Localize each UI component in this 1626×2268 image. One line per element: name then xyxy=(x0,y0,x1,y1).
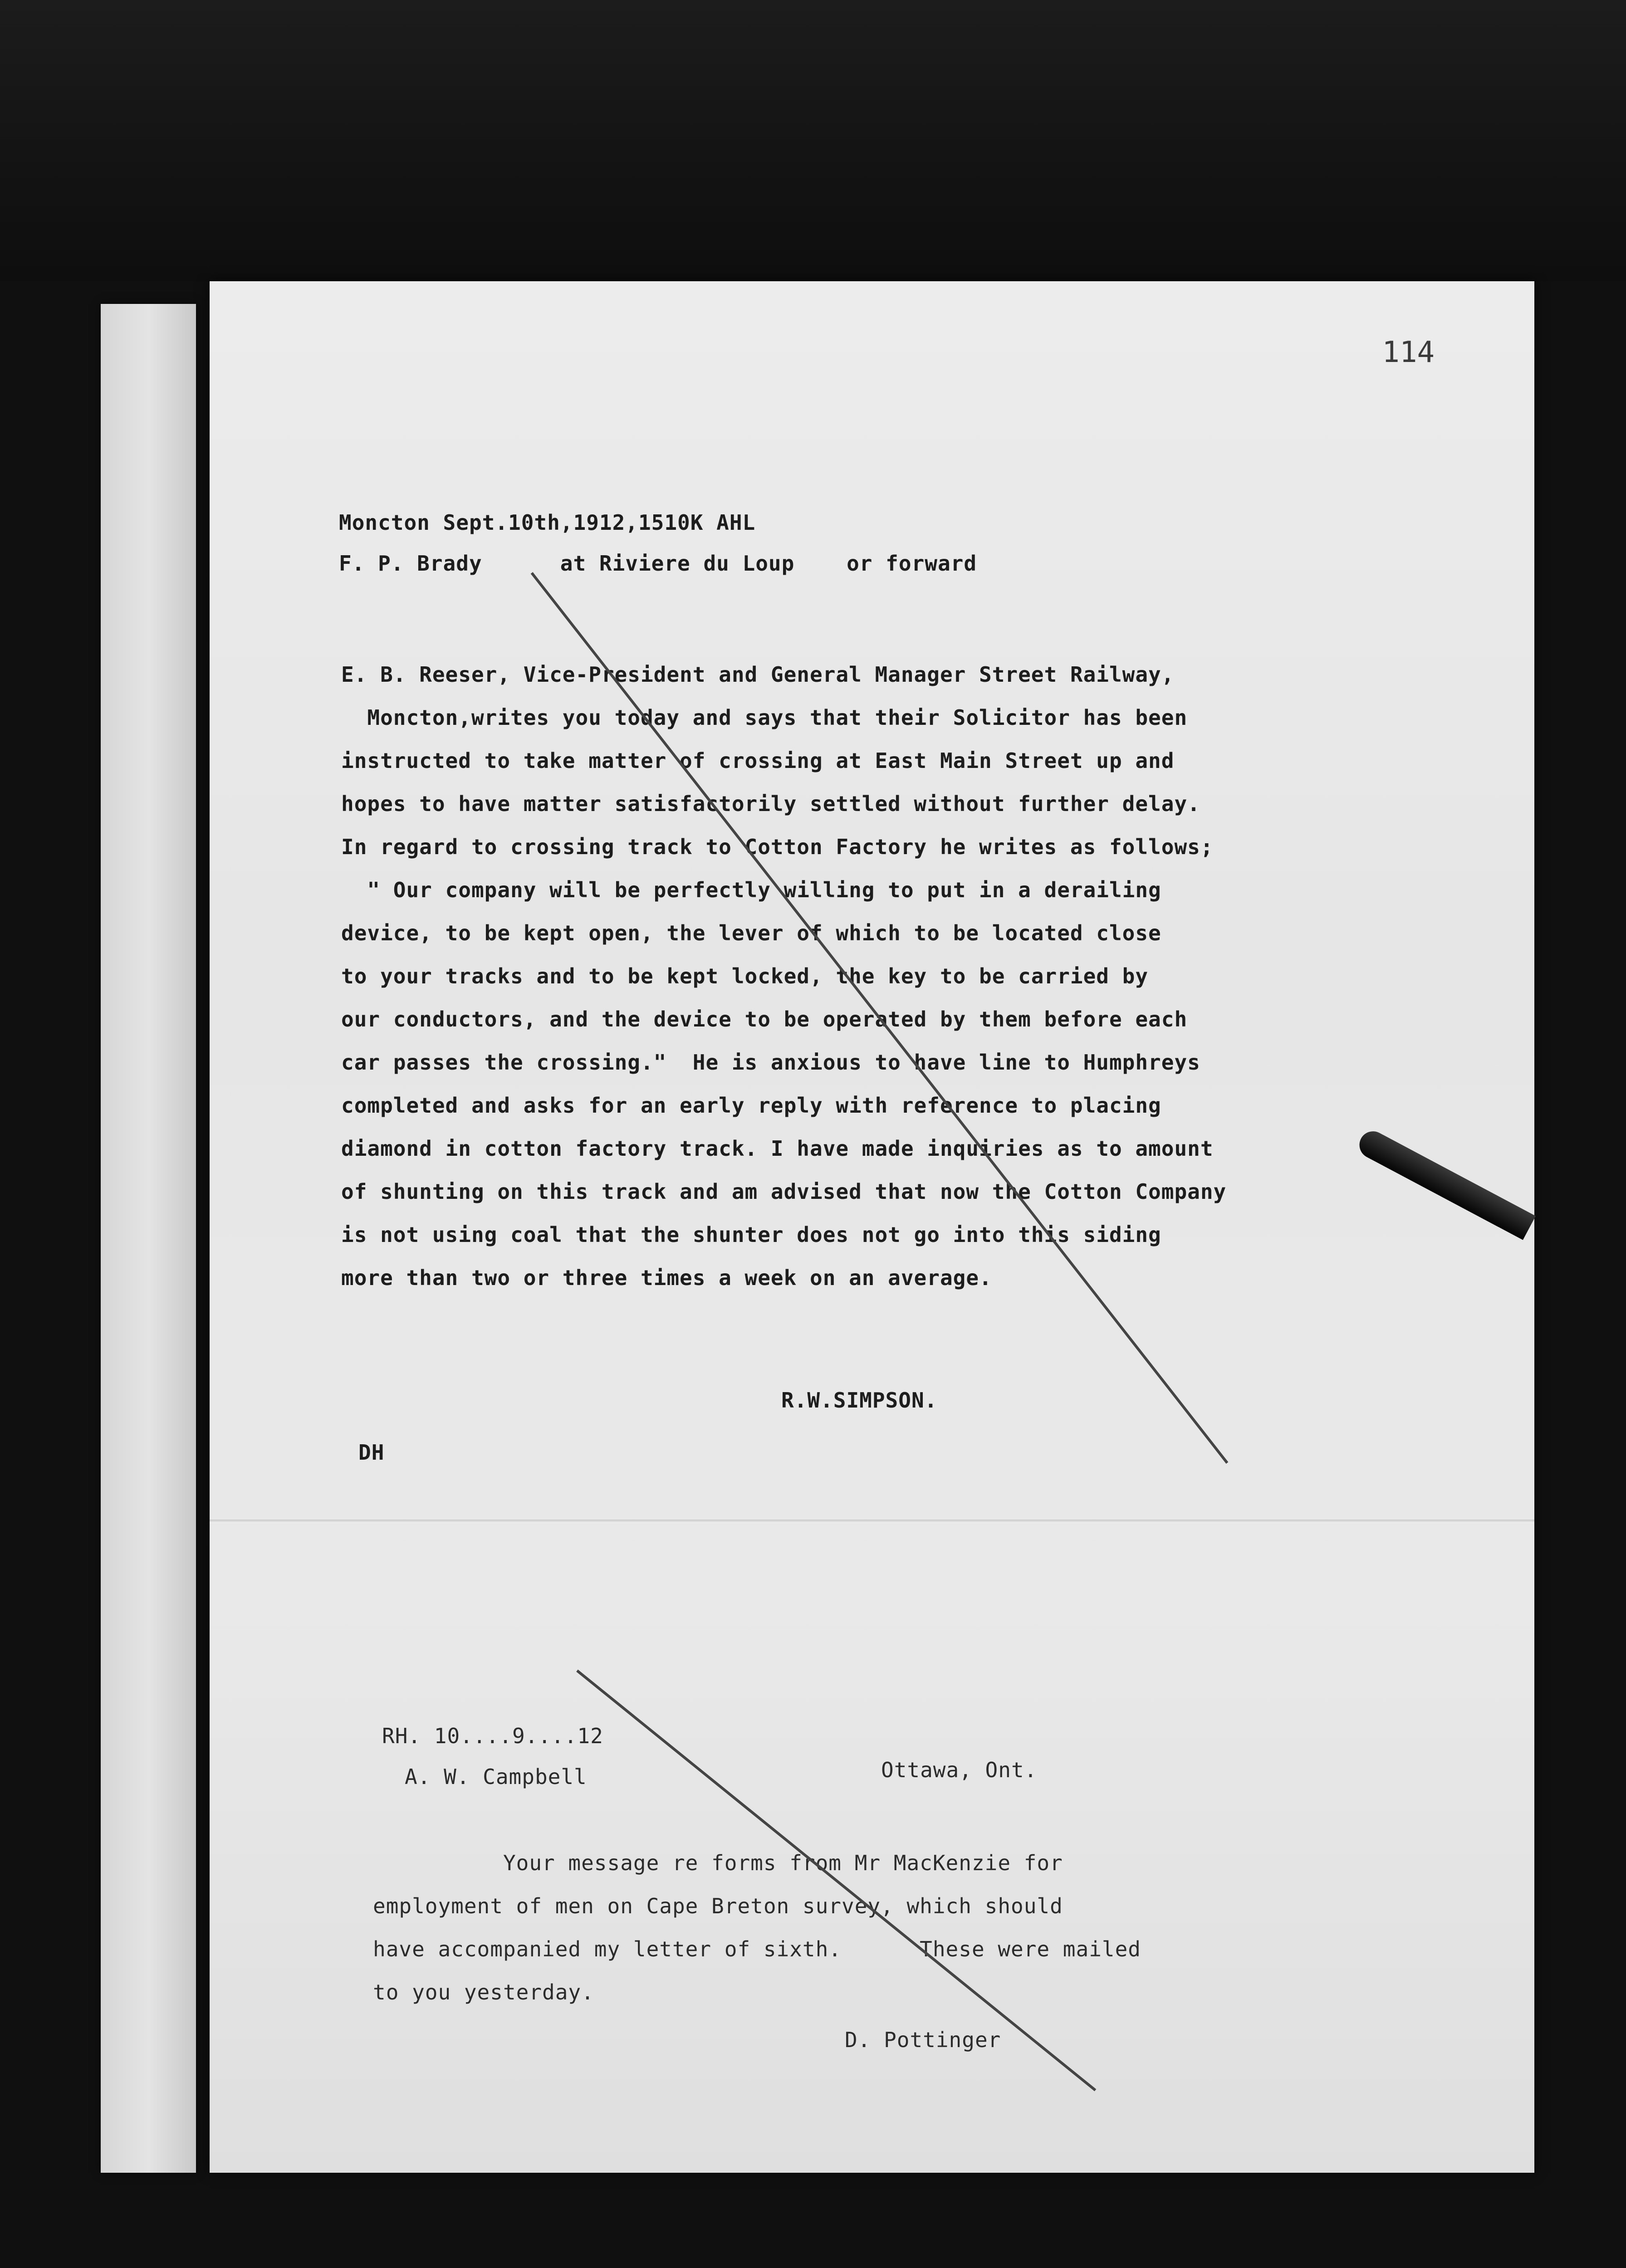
film-frame-top xyxy=(0,0,1626,281)
telegram-1-body-line: instructed to take matter of crossing at East Main Street up and xyxy=(341,748,1175,773)
page-fold-line xyxy=(210,1520,1534,1523)
telegram-1-body-line: is not using coal that the shunter does not go into this siding xyxy=(341,1222,1161,1247)
telegram-1-initials: DH xyxy=(358,1440,385,1465)
telegram-2-to-place: Ottawa, Ont. xyxy=(881,1758,1038,1782)
telegram-1-to-line: F. P. Brady at Riviere du Loup or forward xyxy=(339,551,977,576)
telegram-1-body-line: diamond in cotton factory track. I have made inquiries as to amount xyxy=(341,1136,1214,1161)
telegram-1-body-line: E. B. Reeser, Vice-President and General Manager Street Railway, xyxy=(341,662,1175,687)
telegram-1-body-line: device, to be kept open, the lever of which to be located close xyxy=(341,921,1161,945)
telegram-2-body-line: have accompanied my letter of sixth. These were mailed xyxy=(373,1937,1141,1961)
telegram-1-header: Moncton Sept.10th,1912,1510K AHL xyxy=(339,510,756,535)
page-number: 114 xyxy=(1382,336,1435,369)
telegram-1-signature: R.W.SIMPSON. xyxy=(781,1388,938,1413)
telegram-1-body-line: hopes to have matter satisfactorily settled without further delay. xyxy=(341,792,1200,816)
telegram-1-body-line: car passes the crossing." He is anxious to have line to Humphreys xyxy=(341,1050,1200,1075)
telegram-2-to-name: A. W. Campbell xyxy=(405,1765,587,1789)
previous-page-edge xyxy=(101,304,196,2173)
telegram-1-body-line: completed and asks for an early reply with reference to placing xyxy=(341,1093,1161,1118)
strike-through-line xyxy=(576,1670,1096,2092)
telegram-1-body-line: our conductors, and the device to be operated by them before each xyxy=(341,1007,1188,1031)
telegram-2-signature: D. Pottinger xyxy=(845,2028,1001,2052)
telegram-1-body-line: " Our company will be perfectly willing to put in a derailing xyxy=(341,878,1161,902)
telegram-1-body-line: to your tracks and to be kept locked, the key to be carried by xyxy=(341,964,1149,988)
document-page xyxy=(210,281,1534,2173)
telegram-2-header: RH. 10....9....12 xyxy=(382,1724,603,1748)
telegram-2-body-line: to you yesterday. xyxy=(373,1980,594,2004)
telegram-1-body-line: Moncton,writes you today and says that their Solicitor has been xyxy=(341,705,1188,730)
telegram-2-body-line: employment of men on Cape Breton survey, which should xyxy=(373,1894,1063,1918)
telegram-1-body-line: more than two or three times a week on an average. xyxy=(341,1266,992,1290)
telegram-1-body-line: of shunting on this track and am advised that now the Cotton Company xyxy=(341,1179,1227,1204)
telegram-2-body-line: Your message re forms from Mr MacKenzie for xyxy=(373,1851,1063,1875)
telegram-1-body-line: In regard to crossing track to Cotton Factory he writes as follows; xyxy=(341,835,1214,859)
